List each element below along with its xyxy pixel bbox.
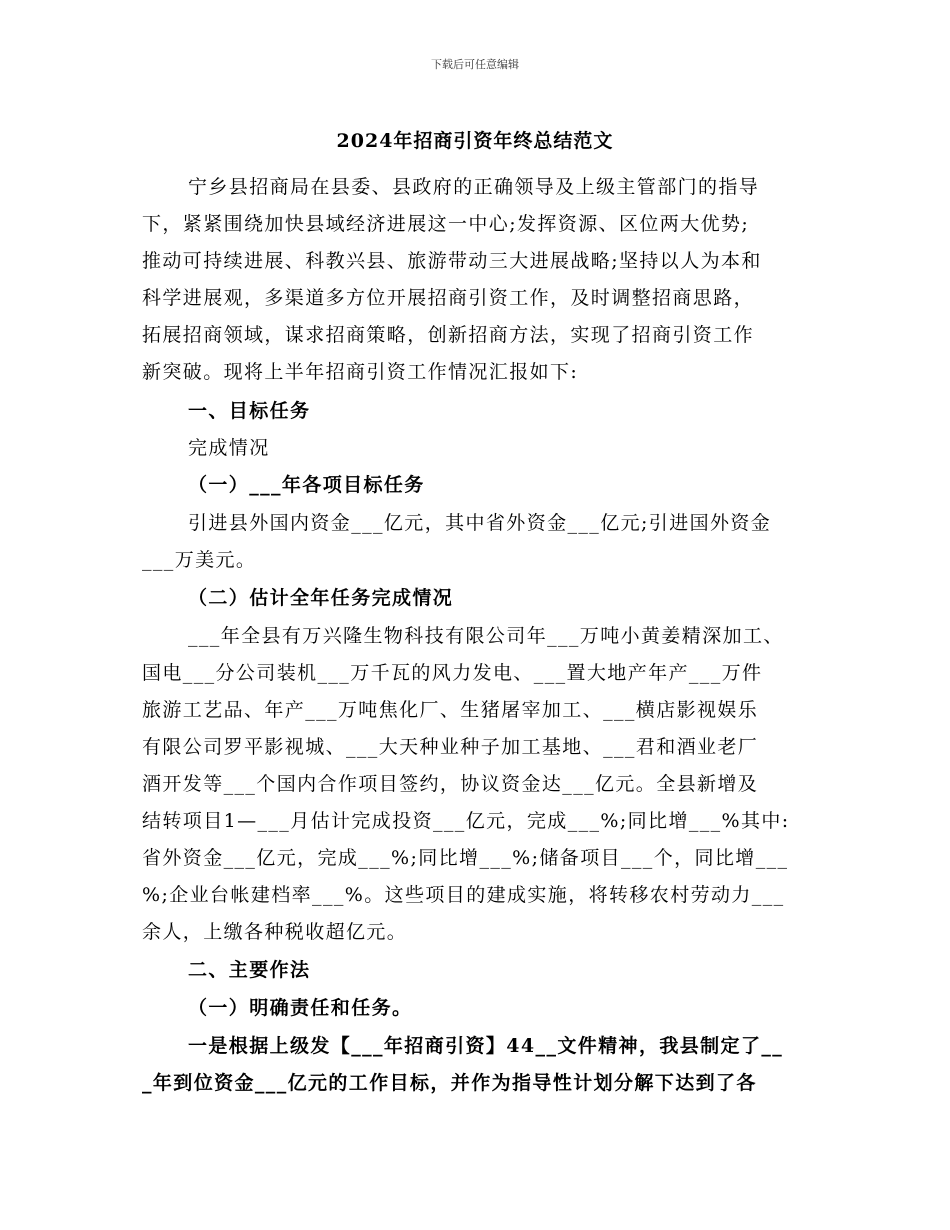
paragraph-line: ___年全县有万兴隆生物科技有限公司年___万吨小黄姜精深加工、 [188, 625, 784, 647]
paragraph-line: 新突破。现将上半年招商引资工作情况汇报如下: [142, 361, 579, 383]
paragraph-line: 余人，上缴各种税收超亿元。 [142, 921, 408, 943]
subsection-heading: （一）明确责任和任务。 [188, 997, 413, 1019]
paragraph-line: 宁乡县招商局在县委、县政府的正确领导及上级主管部门的指导 [188, 176, 760, 198]
subsection-heading: （一）___年各项目标任务 [188, 474, 425, 496]
paragraph-line: 结转项目1—___月估计完成投资___亿元，完成___%;同比增___%其中: [142, 810, 790, 832]
paragraph-line: ___万美元。 [142, 549, 257, 571]
paragraph-line: 旅游工艺品、年产___万吨焦化厂、生猪屠宰加工、___横店影视娱乐 [142, 699, 759, 721]
section-heading: 二、主要作法 [188, 959, 311, 981]
subsection-heading: （二）估计全年任务完成情况 [188, 587, 454, 609]
paragraph-line: 酒开发等___个国内合作项目签约，协议资金达___亿元。全县新增及 [142, 773, 759, 795]
paragraph-line: 下，紧紧围绕加快县域经济进展这一中心;发挥资源、区位两大优势; [142, 213, 750, 235]
document-title: 2024年招商引资年终总结范文 [336, 130, 614, 152]
section-heading: 一、目标任务 [188, 400, 311, 422]
paragraph-line: _年到位资金___亿元的工作目标，并作为指导性计划分解下达到了各 [142, 1072, 757, 1094]
paragraph-line: 引进县外国内资金___亿元，其中省外资金___亿元;引进国外资金 [188, 512, 772, 534]
paragraph-line: 完成情况 [188, 437, 270, 459]
header-note: 下载后可任意编辑 [431, 58, 519, 71]
paragraph-line: 省外资金___亿元，完成___%;同比增___%;储备项目___个，同比增___ [142, 847, 789, 869]
paragraph-line: %;企业台帐建档率___%。这些项目的建成实施，将转移农村劳动力___ [142, 884, 785, 906]
paragraph-line: 拓展招商领域，谋求招商策略，创新招商方法，实现了招商引资工作 [142, 324, 755, 346]
paragraph-line: 有限公司罗平影视城、___大天种业种子加工基地、___君和酒业老厂 [142, 736, 759, 758]
paragraph-line: 推动可持续进展、科教兴县、旅游带动三大进展战略;坚持以人为本和 [142, 250, 762, 272]
paragraph-line: 一是根据上级发【___年招商引资】44__文件精神，我县制定了__ [188, 1035, 784, 1057]
paragraph-line: 科学进展观，多渠道多方位开展招商引资工作，及时调整招商思路， [142, 287, 755, 309]
paragraph-line: 国电___分公司装机___万千瓦的风力发电、___置大地产年产___万件 [142, 662, 763, 684]
